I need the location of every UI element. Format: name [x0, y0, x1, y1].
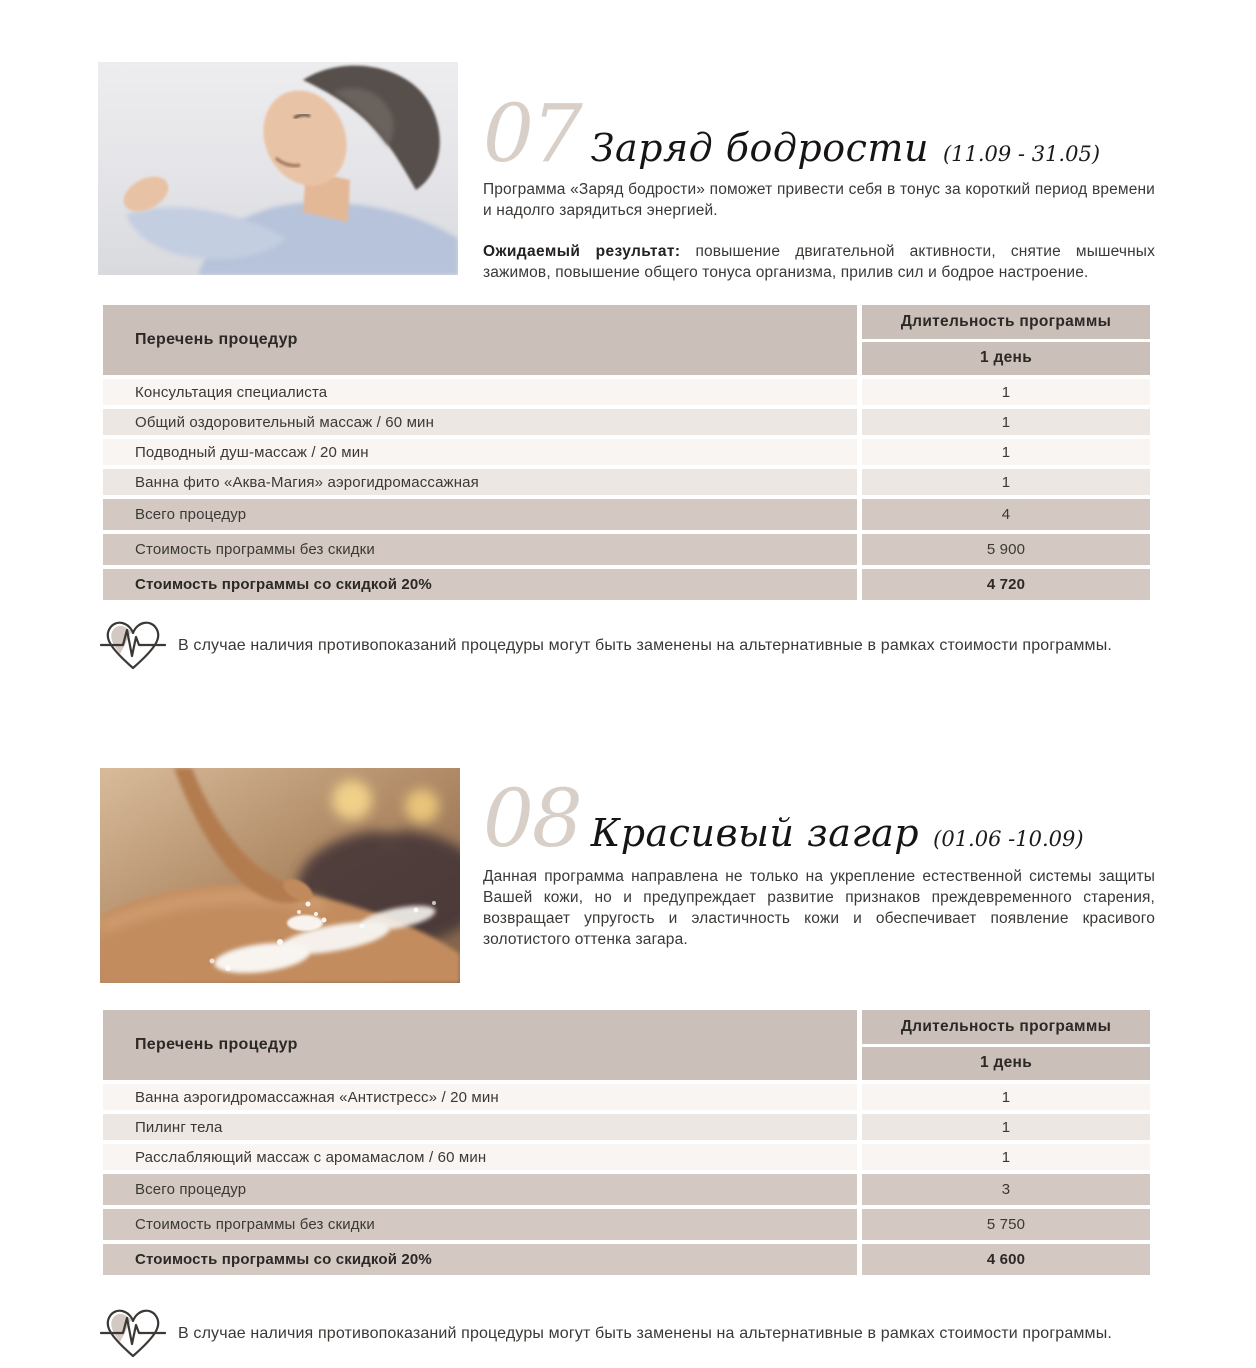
table-header	[103, 1010, 1150, 1080]
table-row	[103, 409, 1150, 435]
contraindication-note-08	[100, 1305, 1170, 1363]
procedure-value: 1	[862, 469, 1150, 495]
procedure-value: 4	[862, 499, 1150, 530]
contraindication-note-07	[100, 617, 1170, 675]
note-text: В случае наличия противопоказаний процедуры могут быть заменены на альтернативные в рамках стоимости программы.	[178, 637, 1112, 654]
table-row	[103, 1084, 1150, 1110]
section-07-intro: Программа «Заряд бодрости» поможет привести себя в тонус за короткий период времени и надолго зарядиться энергией.	[483, 181, 1155, 219]
table-header	[103, 305, 1150, 375]
procedure-value: 5 900	[862, 534, 1150, 565]
procedure-value: 1	[862, 439, 1150, 465]
table-row	[103, 1114, 1150, 1140]
procedure-value: 1	[862, 1144, 1150, 1170]
note-text: В случае наличия противопоказаний процедуры могут быть заменены на альтернативные в рамках стоимости программы.	[178, 1325, 1112, 1342]
table-row	[103, 379, 1150, 405]
procedure-value: 1	[862, 1084, 1150, 1110]
column-header-duration-group	[862, 305, 1150, 375]
procedure-value: 5 750	[862, 1209, 1150, 1240]
procedure-value: 1	[862, 1114, 1150, 1140]
procedure-label: Общий оздоровительный массаж / 60 мин	[103, 409, 857, 435]
procedure-value: 3	[862, 1174, 1150, 1205]
section-dates: (11.09 - 31.05)	[942, 142, 1101, 166]
procedure-label: Всего процедур	[103, 1174, 857, 1205]
heart-pulse-icon	[100, 617, 166, 675]
table-body	[103, 1084, 1150, 1275]
table-row	[103, 569, 1150, 600]
column-header-duration: Длительность программы	[862, 1010, 1150, 1044]
procedure-value: 1	[862, 409, 1150, 435]
procedure-label: Стоимость программы без скидки	[103, 1209, 857, 1240]
section-title: Заряд бодрости	[590, 126, 929, 170]
procedure-label: Расслабляющий массаж с аромамаслом / 60 мин	[103, 1144, 857, 1170]
table-row	[103, 469, 1150, 495]
table-row	[103, 1174, 1150, 1205]
procedures-table-07	[103, 305, 1150, 604]
procedure-label: Подводный душ-массаж / 20 мин	[103, 439, 857, 465]
column-header-procedures: Перечень процедур	[103, 305, 857, 375]
table-row	[103, 499, 1150, 530]
section-title: Красивый загар	[590, 811, 920, 855]
column-header-period: 1 день	[862, 1047, 1150, 1081]
table-row	[103, 1209, 1150, 1240]
section-number: 08	[483, 772, 581, 865]
procedure-label: Ванна фито «Аква-Магия» аэрогидромассажная	[103, 469, 857, 495]
table-row	[103, 1144, 1150, 1170]
column-header-procedures: Перечень процедур	[103, 1010, 857, 1080]
procedure-label: Консультация специалиста	[103, 379, 857, 405]
procedure-label: Стоимость программы без скидки	[103, 534, 857, 565]
procedures-table-08	[103, 1010, 1150, 1279]
column-header-duration-group	[862, 1010, 1150, 1080]
procedure-value: 1	[862, 379, 1150, 405]
procedure-value: 4 720	[862, 569, 1150, 600]
expected-result-text: повышение двигательной активности, снятие мышечных зажимов, повышение общего тонуса организма, прилив сил и бодрое настроение.	[483, 243, 1155, 281]
table-row	[103, 439, 1150, 465]
photo-salt-scrub	[100, 768, 460, 983]
photo-man-energized	[98, 62, 458, 275]
expected-result-label: Ожидаемый результат:	[483, 243, 681, 260]
procedure-label: Стоимость программы со скидкой 20%	[103, 1244, 857, 1275]
section-dates: (01.06 -10.09)	[933, 827, 1084, 851]
table-row	[103, 534, 1150, 565]
procedure-label: Всего процедур	[103, 499, 857, 530]
procedure-value: 4 600	[862, 1244, 1150, 1275]
section-07-expected-result	[483, 241, 1155, 283]
section-07-heading	[483, 87, 1101, 180]
section-08-heading	[483, 772, 1084, 865]
procedure-label: Ванна аэрогидромассажная «Антистресс» / 20 мин	[103, 1084, 857, 1110]
section-number: 07	[483, 87, 581, 180]
procedure-label: Пилинг тела	[103, 1114, 857, 1140]
heart-pulse-icon	[100, 1305, 166, 1363]
column-header-period: 1 день	[862, 342, 1150, 376]
table-row	[103, 1244, 1150, 1275]
table-body	[103, 379, 1150, 600]
column-header-duration: Длительность программы	[862, 305, 1150, 339]
procedure-label: Стоимость программы со скидкой 20%	[103, 569, 857, 600]
section-08-intro: Данная программа направлена не только на укрепление естественной системы защиты Вашей кожи, но и предупреждает развитие признаков преждевременного старения, возвращает упругость и эластичность кожи и обеспечивает появление красивого золотистого оттенка загара.	[483, 868, 1155, 948]
